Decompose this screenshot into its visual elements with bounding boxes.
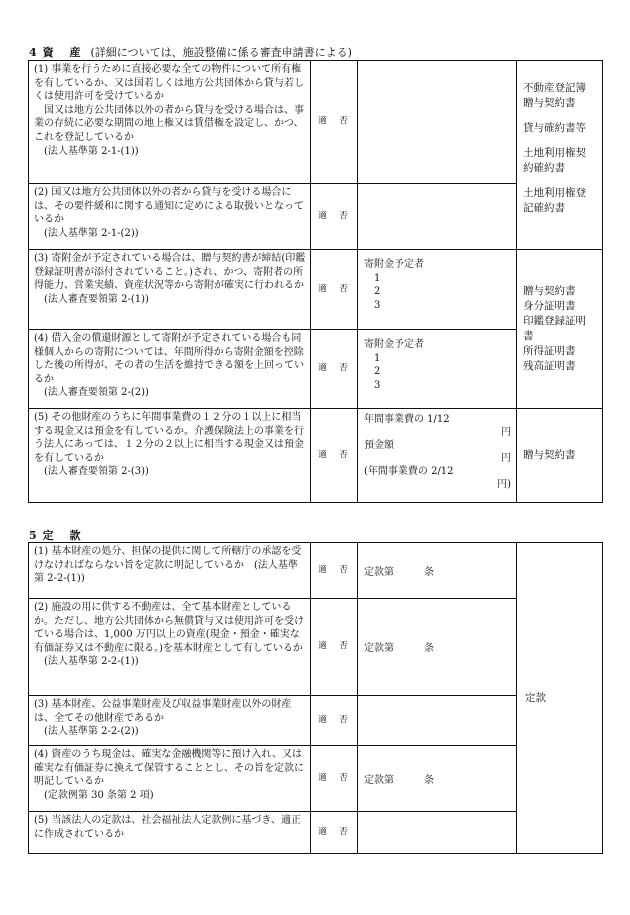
table-row bbox=[29, 599, 603, 696]
item-text: (3) 寄附金が予定されている場合は、贈与契約書が締結(印鑑登録証明書が添付されていること。)され、かつ、寄附者の所得能力、営業実績、資産状況等から寄附が確実に行われるか (法人審査要領第 2-(1)) bbox=[29, 250, 311, 330]
judgement-cell[interactable]: 適 否 bbox=[311, 330, 358, 409]
fill-cell[interactable]: 定款第 条 bbox=[358, 543, 517, 599]
table-row bbox=[29, 409, 603, 503]
fill-cell[interactable]: 定款第 条 bbox=[358, 599, 517, 696]
yen-unit: 円) bbox=[497, 479, 511, 490]
table-row bbox=[29, 330, 603, 409]
fill-cell[interactable] bbox=[358, 409, 517, 503]
section5-number: 5 bbox=[29, 529, 37, 542]
doc-item: 土地利用権契約確約書 bbox=[523, 147, 586, 174]
table-row bbox=[29, 61, 603, 184]
section4-title: 資 産 bbox=[42, 46, 87, 59]
annual-expense-label: 年間事業費の 1/12 bbox=[364, 414, 450, 425]
table-row bbox=[29, 543, 603, 599]
fill-cell[interactable]: 定款第 条 bbox=[358, 746, 517, 812]
doc-item: 贈与契約書 bbox=[523, 449, 576, 461]
item-text: (1) 基本財産の処分、担保の提供に関して所轄庁の承認を受けなければならない旨を定款に明記しているか (法人基準第 2-2-(1)) bbox=[29, 543, 311, 599]
docs-cell: 定款 bbox=[517, 543, 603, 854]
fill-cell[interactable] bbox=[358, 61, 517, 184]
item-text: (5) 当該法人の定款は、社会福祉法人定款例に基づき、適正に作成されているか bbox=[29, 812, 311, 854]
doc-item: 印鑑登録証明書 bbox=[523, 315, 586, 342]
judgement-cell[interactable]: 適 否 bbox=[311, 599, 358, 696]
section4-note: (詳細については、施設整備に係る審査申請書による) bbox=[90, 46, 352, 59]
item-text: (2) 国又は地方公共団体以外の者から貸与を受ける場合には、その要件緩和に関する通知に定めによる取扱いとなっているか (法人基準第 2-1-(2)) bbox=[29, 184, 311, 250]
doc-item: 贈与契約書 bbox=[523, 285, 576, 297]
section4-table bbox=[28, 60, 603, 503]
item-text: (3) 基本財産、公益事業財産及び収益事業財産以外の財産は、全てその他財産であるか (法人基準第 2-2-(2)) bbox=[29, 696, 311, 746]
fill-cell[interactable] bbox=[358, 696, 517, 746]
docs-cell bbox=[517, 61, 603, 250]
table-row bbox=[29, 812, 603, 854]
item-text: (4) 資産のうち現金は、確実な金融機関等に預け入れ、又は確実な有価証券に換えて保管することとし、その旨を定款に明記しているか (定款例第 30 条第 2 項) bbox=[29, 746, 311, 812]
section5-title: 定 款 bbox=[42, 529, 87, 542]
table-row bbox=[29, 746, 603, 812]
item-text: (4) 借入金の償還財源として寄附が予定されている場合も同様個人からの寄附については、年間所得から寄附金額を控除した後の所得が、その者の生活を維持できる額を上回っているか (法人審査要領第 2-(2)) bbox=[29, 330, 311, 409]
deposit-label: 預金額 bbox=[364, 440, 394, 451]
fill-cell[interactable] bbox=[358, 330, 517, 409]
section5-heading bbox=[29, 527, 87, 543]
judgement-cell[interactable]: 適 否 bbox=[311, 543, 358, 599]
docs-cell bbox=[517, 250, 603, 409]
donor-list: 寄附金予定者 1 2 3 bbox=[364, 339, 424, 391]
donor-list: 寄附金予定者 1 2 3 bbox=[364, 259, 424, 311]
doc-item: 身分証明書 bbox=[523, 300, 576, 312]
item-text: (5) その他財産のうちに年間事業費の１２分の１以上に相当する現金又は預金を有しているか。介護保険法上の事業を行う法人にあっては、１２分の２以上に相当する現金又は預金を有しているか (法人審査要領第 2-(3)) bbox=[29, 409, 311, 503]
section4-heading bbox=[29, 44, 352, 60]
judgement-cell[interactable]: 適 否 bbox=[311, 184, 358, 250]
table-row bbox=[29, 696, 603, 746]
doc-item: 貸与確約書等 bbox=[523, 122, 586, 134]
judgement-cell[interactable]: 適 否 bbox=[311, 61, 358, 184]
item-text: (1) 事業を行うために直接必要な全ての物件について所有権を有しているか、又は国若しくは地方公共団体から貸与若しくは使用許可を受けているか 国又は地方公共団体以外の者から貸与を受ける場合は、事業の存続に必要な期間の地上権又は賃借権を設定し、かつ、これを登記しているか (法人基準第 2-1-(1)) bbox=[29, 61, 311, 184]
fill-cell[interactable] bbox=[358, 184, 517, 250]
judgement-cell[interactable]: 適 否 bbox=[311, 746, 358, 812]
item-text: (2) 施設の用に供する不動産は、全て基本財産としているか。ただし、地方公共団体から無償貸与又は使用許可を受けている場合は、1,000 万円以上の資産(現金・預金・確実な有価証券又は不動産に限る。)を基本財産として有しているか (法人基準第 2-2-(1)) bbox=[29, 599, 311, 696]
fill-cell[interactable] bbox=[358, 250, 517, 330]
yen-unit: 円 bbox=[501, 453, 511, 464]
table-row bbox=[29, 184, 603, 250]
fill-cell[interactable] bbox=[358, 812, 517, 854]
doc-item: 不動産登記簿 bbox=[523, 82, 586, 94]
annual-expense-2-label: (年間事業費の 2/12 bbox=[364, 466, 454, 477]
judgement-cell[interactable]: 適 否 bbox=[311, 250, 358, 330]
yen-unit: 円 bbox=[501, 427, 511, 438]
judgement-cell[interactable]: 適 否 bbox=[311, 696, 358, 746]
section5-table bbox=[28, 542, 603, 854]
section4-number: 4 bbox=[29, 46, 37, 59]
doc-item: 所得証明書 bbox=[523, 345, 576, 357]
docs-cell bbox=[517, 409, 603, 503]
table-row bbox=[29, 250, 603, 330]
judgement-cell[interactable]: 適 否 bbox=[311, 409, 358, 503]
doc-item: 土地利用権登記確約書 bbox=[523, 187, 586, 214]
judgement-cell[interactable]: 適 否 bbox=[311, 812, 358, 854]
doc-item: 贈与契約書 bbox=[523, 97, 576, 109]
doc-item: 残高証明書 bbox=[523, 360, 576, 372]
